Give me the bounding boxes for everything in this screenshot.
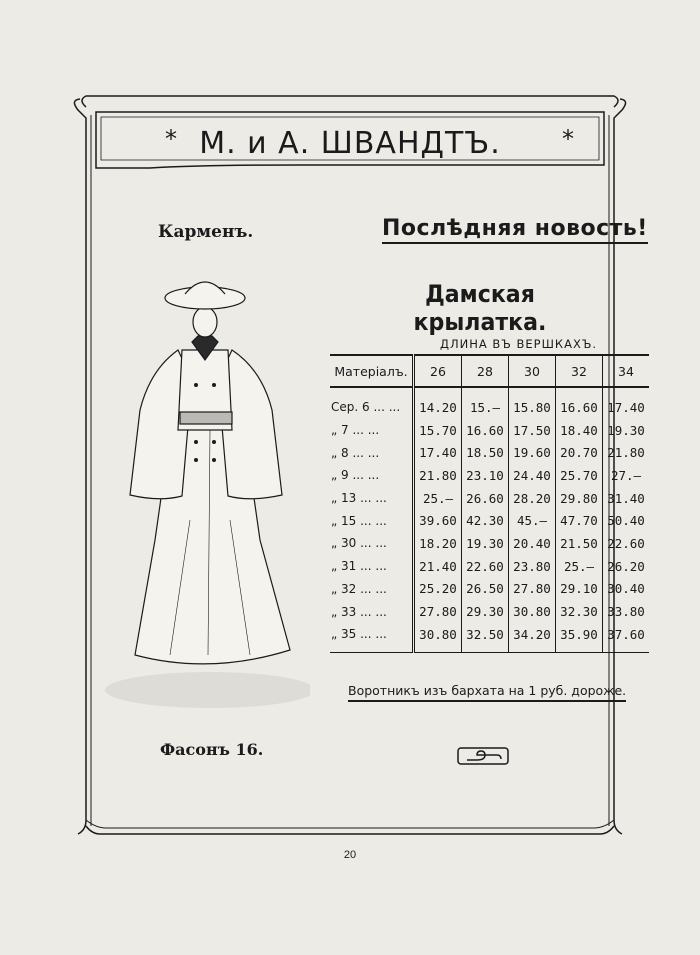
material-cell: „ 7 ... ... [331, 423, 380, 438]
price-cell: 45.— [509, 509, 556, 532]
column-header: 28 [462, 355, 509, 387]
price-cell: 29.80 [556, 487, 603, 510]
ornament-icon [457, 747, 509, 765]
material-cell: „ 13 ... ... [331, 491, 387, 506]
price-cell: 27.80 [414, 600, 462, 623]
price-cell: 21.80 [414, 464, 462, 487]
price-cell: 33.80 [603, 600, 650, 623]
price-cell: 16.60 [556, 387, 603, 419]
table-row [330, 555, 649, 578]
column-header: 26 [414, 355, 462, 387]
material-cell: „ 9 ... ... [331, 468, 380, 483]
header-star-right: * [562, 125, 574, 153]
table-header-row [330, 355, 649, 387]
price-cell: 25.— [556, 555, 603, 578]
price-cell: 50.40 [603, 509, 650, 532]
price-cell: 30.80 [414, 623, 462, 652]
price-cell: 27.— [603, 464, 650, 487]
product-title: Дамская крылатка. [413, 280, 547, 336]
price-cell: 42.30 [462, 509, 509, 532]
table-row [330, 623, 649, 652]
material-cell: „ 33 ... ... [331, 604, 387, 619]
column-header: 32 [556, 355, 603, 387]
firm-name: М. и А. ШВАНДТЪ. [199, 125, 501, 161]
price-cell: 17.40 [603, 387, 650, 419]
price-cell: 21.80 [603, 441, 650, 464]
table-row [330, 464, 649, 487]
price-cell: 23.10 [462, 464, 509, 487]
price-cell: 16.60 [462, 419, 509, 442]
price-cell: 22.60 [603, 532, 650, 555]
price-cell: 31.40 [603, 487, 650, 510]
price-cell: 19.30 [462, 532, 509, 555]
table-row [330, 387, 649, 419]
material-cell: „ 32 ... ... [331, 581, 387, 596]
material-cell: Сер. 6 ... ... [331, 400, 401, 415]
price-cell: 26.60 [462, 487, 509, 510]
price-cell: 26.50 [462, 578, 509, 601]
coat-illustration [100, 270, 310, 720]
price-cell: 32.50 [462, 623, 509, 652]
collar-note: Воротникъ изъ бархата на 1 руб. дороже. [348, 683, 626, 702]
material-cell: „ 15 ... ... [331, 513, 387, 528]
column-header: 34 [603, 355, 650, 387]
price-cell: 25.— [414, 487, 462, 510]
table-row [330, 509, 649, 532]
price-cell: 17.50 [509, 419, 556, 442]
model-name: Карменъ. [158, 222, 254, 242]
material-cell: „ 30 ... ... [331, 536, 387, 551]
table-row [330, 487, 649, 510]
price-cell: 39.60 [414, 509, 462, 532]
table-row [330, 419, 649, 442]
price-cell: 15.70 [414, 419, 462, 442]
price-cell: 24.40 [509, 464, 556, 487]
price-cell: 18.50 [462, 441, 509, 464]
table-caption: ДЛИНА ВЪ ВЕРШКАХЪ. [440, 337, 598, 351]
price-cell: 25.70 [556, 464, 603, 487]
price-cell: 18.20 [414, 532, 462, 555]
price-cell: 19.30 [603, 419, 650, 442]
page-number: 20 [343, 849, 357, 861]
material-cell: „ 35 ... ... [330, 623, 414, 652]
price-cell: 27.80 [509, 578, 556, 601]
price-cell: 35.90 [556, 623, 603, 652]
price-cell: 26.20 [603, 555, 650, 578]
column-header: 30 [509, 355, 556, 387]
price-cell: 20.70 [556, 441, 603, 464]
price-cell: 29.10 [556, 578, 603, 601]
price-cell: 21.40 [414, 555, 462, 578]
price-cell: 32.30 [556, 600, 603, 623]
price-cell: 30.80 [509, 600, 556, 623]
price-cell: 37.60 [603, 623, 650, 652]
table-row [330, 532, 649, 555]
material-cell: „ 31 ... ... [331, 559, 387, 574]
table-row [330, 578, 649, 601]
headline: Послѣдняя новость! [382, 216, 648, 244]
price-cell: 17.40 [414, 441, 462, 464]
price-cell: 15.— [462, 387, 509, 419]
price-cell: 21.50 [556, 532, 603, 555]
price-cell: 34.20 [509, 623, 556, 652]
price-cell: 19.60 [509, 441, 556, 464]
price-cell: 30.40 [603, 578, 650, 601]
price-cell: 20.40 [509, 532, 556, 555]
material-cell: „ 8 ... ... [331, 445, 380, 460]
header-star-left: * [165, 125, 177, 153]
corner-label: Матеріалъ. [330, 355, 414, 387]
price-cell: 47.70 [556, 509, 603, 532]
table-row [330, 600, 649, 623]
header-banner [100, 118, 600, 168]
table-row [330, 441, 649, 464]
price-cell: 22.60 [462, 555, 509, 578]
price-cell: 28.20 [509, 487, 556, 510]
price-cell: 18.40 [556, 419, 603, 442]
style-number: Фасонъ 16. [160, 740, 264, 759]
price-cell: 14.20 [414, 387, 462, 419]
price-cell: 25.20 [414, 578, 462, 601]
price-cell: 15.80 [509, 387, 556, 419]
price-cell: 29.30 [462, 600, 509, 623]
price-cell: 23.80 [509, 555, 556, 578]
price-table [330, 354, 649, 653]
